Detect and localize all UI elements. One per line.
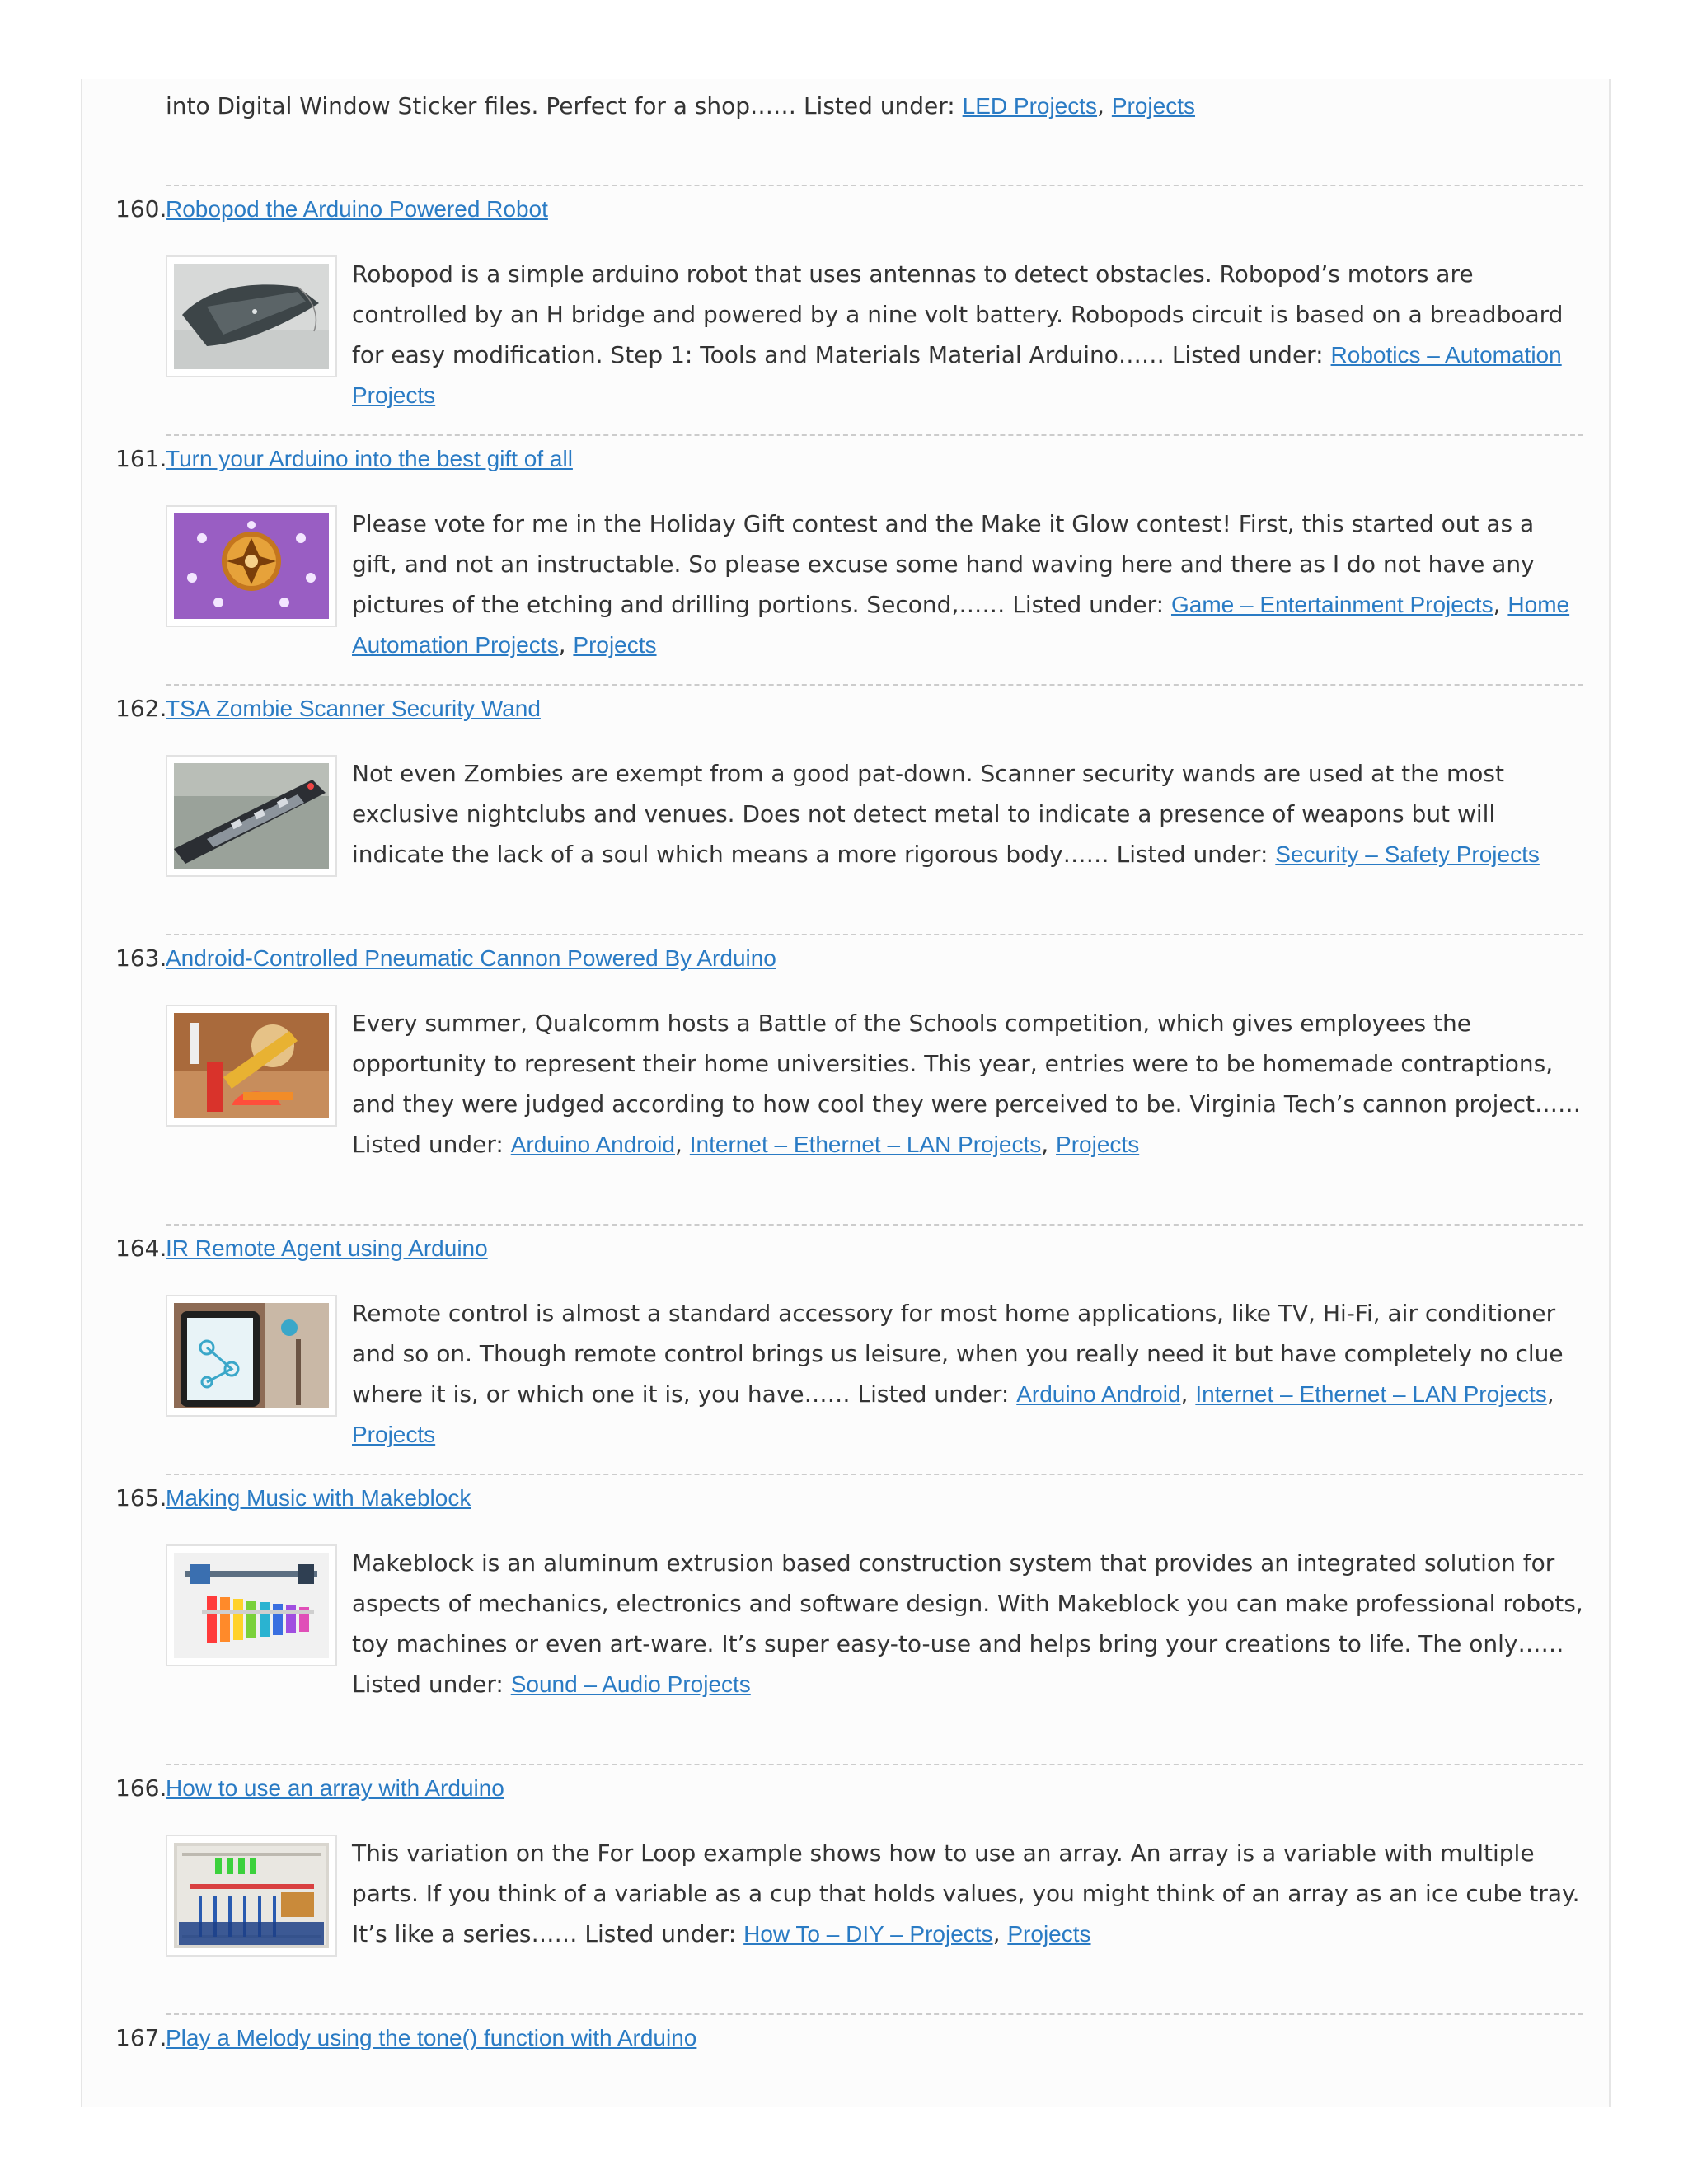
- thumbnail-frame[interactable]: [166, 1544, 337, 1666]
- excerpt-text: Robopod is a simple arduino robot that uses antennas to detect obstacles. Robopod’s motors are controlled by an H bridge and powered by a nine volt battery. Robopods circuit is based on a breadboard for easy modification. Step 1: Tools and Materials Material Arduino……: [352, 260, 1564, 368]
- category-link-game-entertainment[interactable]: Game – Entertainment Projects: [1170, 592, 1493, 617]
- thumbnail-frame[interactable]: [166, 1295, 337, 1417]
- category-link-robotics-automation[interactable]: Robotics – Automation Projects: [352, 342, 1562, 408]
- category-link-projects[interactable]: Projects: [1007, 1921, 1091, 1947]
- item-number: 160.: [115, 195, 167, 223]
- item-number: 167.: [115, 2024, 167, 2051]
- category-link-home-automation[interactable]: Home Automation Projects: [352, 592, 1570, 658]
- phone-remote-thumbnail: [174, 1303, 329, 1408]
- excerpt-text: Please vote for me in the Holiday Gift contest and the Make it Glow contest! First, this started out as a gift, and not an instructable. So please excuse some hand waving here and there as I do not have any pictures of the etching and drilling portions. Second,……: [352, 510, 1535, 618]
- item-title-link[interactable]: Robopod the Arduino Powered Robot: [166, 196, 548, 222]
- category-link-projects[interactable]: Projects: [1111, 93, 1196, 119]
- item-title-link[interactable]: Turn your Arduino into the best gift of all: [166, 446, 573, 471]
- listed-under-label: Listed under:: [857, 1380, 1017, 1408]
- listed-under-label: Listed under:: [1171, 341, 1331, 368]
- item-body: Every summer, Qualcomm hosts a Battle of the Schools competition, which gives employees the opportunity to represent their home universities. This year, entries were to be homemade contraptions, and they were judged according to how cool they were perceived to be. Virginia Tech’s cannon project…… Listed under: Arduino Android, Internet – Ethernet – LAN Projects, Projects: [166, 1003, 1583, 1165]
- thumbnail-frame[interactable]: [166, 505, 337, 627]
- category-link-projects[interactable]: Projects: [1056, 1132, 1140, 1157]
- item-number: 162.: [115, 695, 167, 722]
- item-number: 165.: [115, 1484, 167, 1511]
- category-link-security-safety[interactable]: Security – Safety Projects: [1275, 841, 1540, 867]
- dashed-divider: [166, 2013, 1583, 2015]
- item-body: Remote control is almost a standard accessory for most home applications, like TV, Hi-Fi, air conditioner and so on. Though remote control brings us leisure, when you really need it but have completely no clue where it is, or which one it is, you have…… Listed under: Arduino Android, Internet – Ethernet – LAN Projects, Projects: [166, 1293, 1583, 1455]
- listed-under-label: Listed under:: [1116, 841, 1276, 868]
- item-number: 164.: [115, 1235, 167, 1262]
- item-title-link[interactable]: Android-Controlled Pneumatic Cannon Powered By Arduino: [166, 945, 776, 971]
- listed-under-label: Listed under:: [352, 1671, 511, 1698]
- pneumatic-cannon-thumbnail: [174, 1013, 329, 1118]
- item-title-link[interactable]: IR Remote Agent using Arduino: [166, 1235, 488, 1261]
- excerpt-text: Remote control is almost a standard accessory for most home applications, like TV, Hi-Fi, air conditioner and so on. Though remote control brings us leisure, when you really need it but have completely no clue where it is, or which one it is, you have……: [352, 1300, 1564, 1408]
- glowing-gift-thumbnail: [174, 513, 329, 619]
- category-link-arduino-android[interactable]: Arduino Android: [1016, 1381, 1181, 1407]
- item-body: Please vote for me in the Holiday Gift contest and the Make it Glow contest! First, this started out as a gift, and not an instructable. So please excuse some hand waving here and there as I do not have any pictures of the etching and drilling portions. Second,…… Listed under: Game – Entertainment Projects, Home Automation Projects, Projects: [166, 504, 1583, 665]
- thumbnail-frame[interactable]: [166, 755, 337, 877]
- scanner-wand-thumbnail: [174, 763, 329, 869]
- dashed-divider: [166, 1224, 1583, 1226]
- excerpt-text: into Digital Window Sticker files. Perfect for a shop…… Listed under:: [166, 92, 963, 120]
- thumbnail-frame[interactable]: [166, 255, 337, 377]
- item-title-link[interactable]: Making Music with Makeblock: [166, 1485, 471, 1511]
- category-link-projects[interactable]: Projects: [352, 1422, 436, 1447]
- excerpt-text: Every summer, Qualcomm hosts a Battle of the Schools competition, which gives employees the opportunity to represent their home universities. This year, entries were to be homemade contraptions, and they were judged according to how cool they were perceived to be. Virginia Tech’s cannon project……: [352, 1010, 1581, 1118]
- excerpt-text: Makeblock is an aluminum extrusion based construction system that provides an integrated solution for aspects of mechanics, electronics and software design. With Makeblock you can make professional robots, toy machines or even art-ware. It’s super easy-to-use and helps bring your creations to life. The only……: [352, 1549, 1583, 1657]
- item-title-link[interactable]: How to use an array with Arduino: [166, 1775, 504, 1801]
- category-link-internet-ethernet-lan[interactable]: Internet – Ethernet – LAN Projects: [689, 1132, 1042, 1157]
- category-link-led-projects[interactable]: LED Projects: [962, 93, 1098, 119]
- dashed-divider: [166, 185, 1583, 186]
- listed-under-label: Listed under:: [584, 1920, 744, 1947]
- category-link-internet-ethernet-lan[interactable]: Internet – Ethernet – LAN Projects: [1195, 1381, 1547, 1407]
- item-title-link[interactable]: Play a Melody using the tone() function with Arduino: [166, 2025, 697, 2050]
- item-number: 163.: [115, 944, 167, 972]
- dashed-divider: [166, 1764, 1583, 1765]
- item-number: 166.: [115, 1774, 167, 1802]
- excerpt-text: This variation on the For Loop example shows how to use an array. An array is a variable with multiple parts. If you think of a variable as a cup that holds values, you might think of an array as an ice cube tray. It’s like a series……: [352, 1840, 1580, 1947]
- previous-entry-excerpt: into Digital Window Sticker files. Perfect for a shop…… Listed under: LED Projects, Projects: [166, 92, 1196, 120]
- xylophone-robot-thumbnail: [174, 1553, 329, 1658]
- category-link-sound-audio[interactable]: Sound – Audio Projects: [510, 1671, 751, 1697]
- category-link-arduino-android[interactable]: Arduino Android: [510, 1132, 675, 1157]
- category-link-projects[interactable]: Projects: [573, 632, 657, 658]
- breadboard-leds-thumbnail: [174, 1843, 329, 1948]
- item-body: [166, 753, 1583, 880]
- thumbnail-frame[interactable]: [166, 1835, 337, 1957]
- dashed-divider: [166, 684, 1583, 686]
- item-body: This variation on the For Loop example shows how to use an array. An array is a variable with multiple parts. If you think of a variable as a cup that holds values, you might think of an array as an ice cube tray. It’s like a series…… Listed under: How To – DIY – Projects, Projects: [166, 1833, 1583, 1960]
- item-body: [166, 1543, 1583, 1704]
- item-title-link[interactable]: TSA Zombie Scanner Security Wand: [166, 696, 541, 721]
- item-body: [166, 254, 1583, 415]
- item-number: 161.: [115, 445, 167, 472]
- dashed-divider: [166, 434, 1583, 436]
- category-link-how-to-diy[interactable]: How To – DIY – Projects: [743, 1921, 993, 1947]
- listed-under-label: Listed under:: [352, 1131, 511, 1158]
- post-content: [81, 79, 1611, 2107]
- listed-under-label: Listed under:: [1012, 591, 1171, 618]
- dashed-divider: [166, 1474, 1583, 1475]
- excerpt-text: Not even Zombies are exempt from a good pat-down. Scanner security wands are used at the most exclusive nightclubs and venues. Does not detect metal to indicate a presence of weapons but will indicate the lack of a soul which means a more rigorous body……: [352, 760, 1504, 868]
- robot-shell-thumbnail: [174, 264, 329, 369]
- thumbnail-frame[interactable]: [166, 1005, 337, 1127]
- dashed-divider: [166, 934, 1583, 935]
